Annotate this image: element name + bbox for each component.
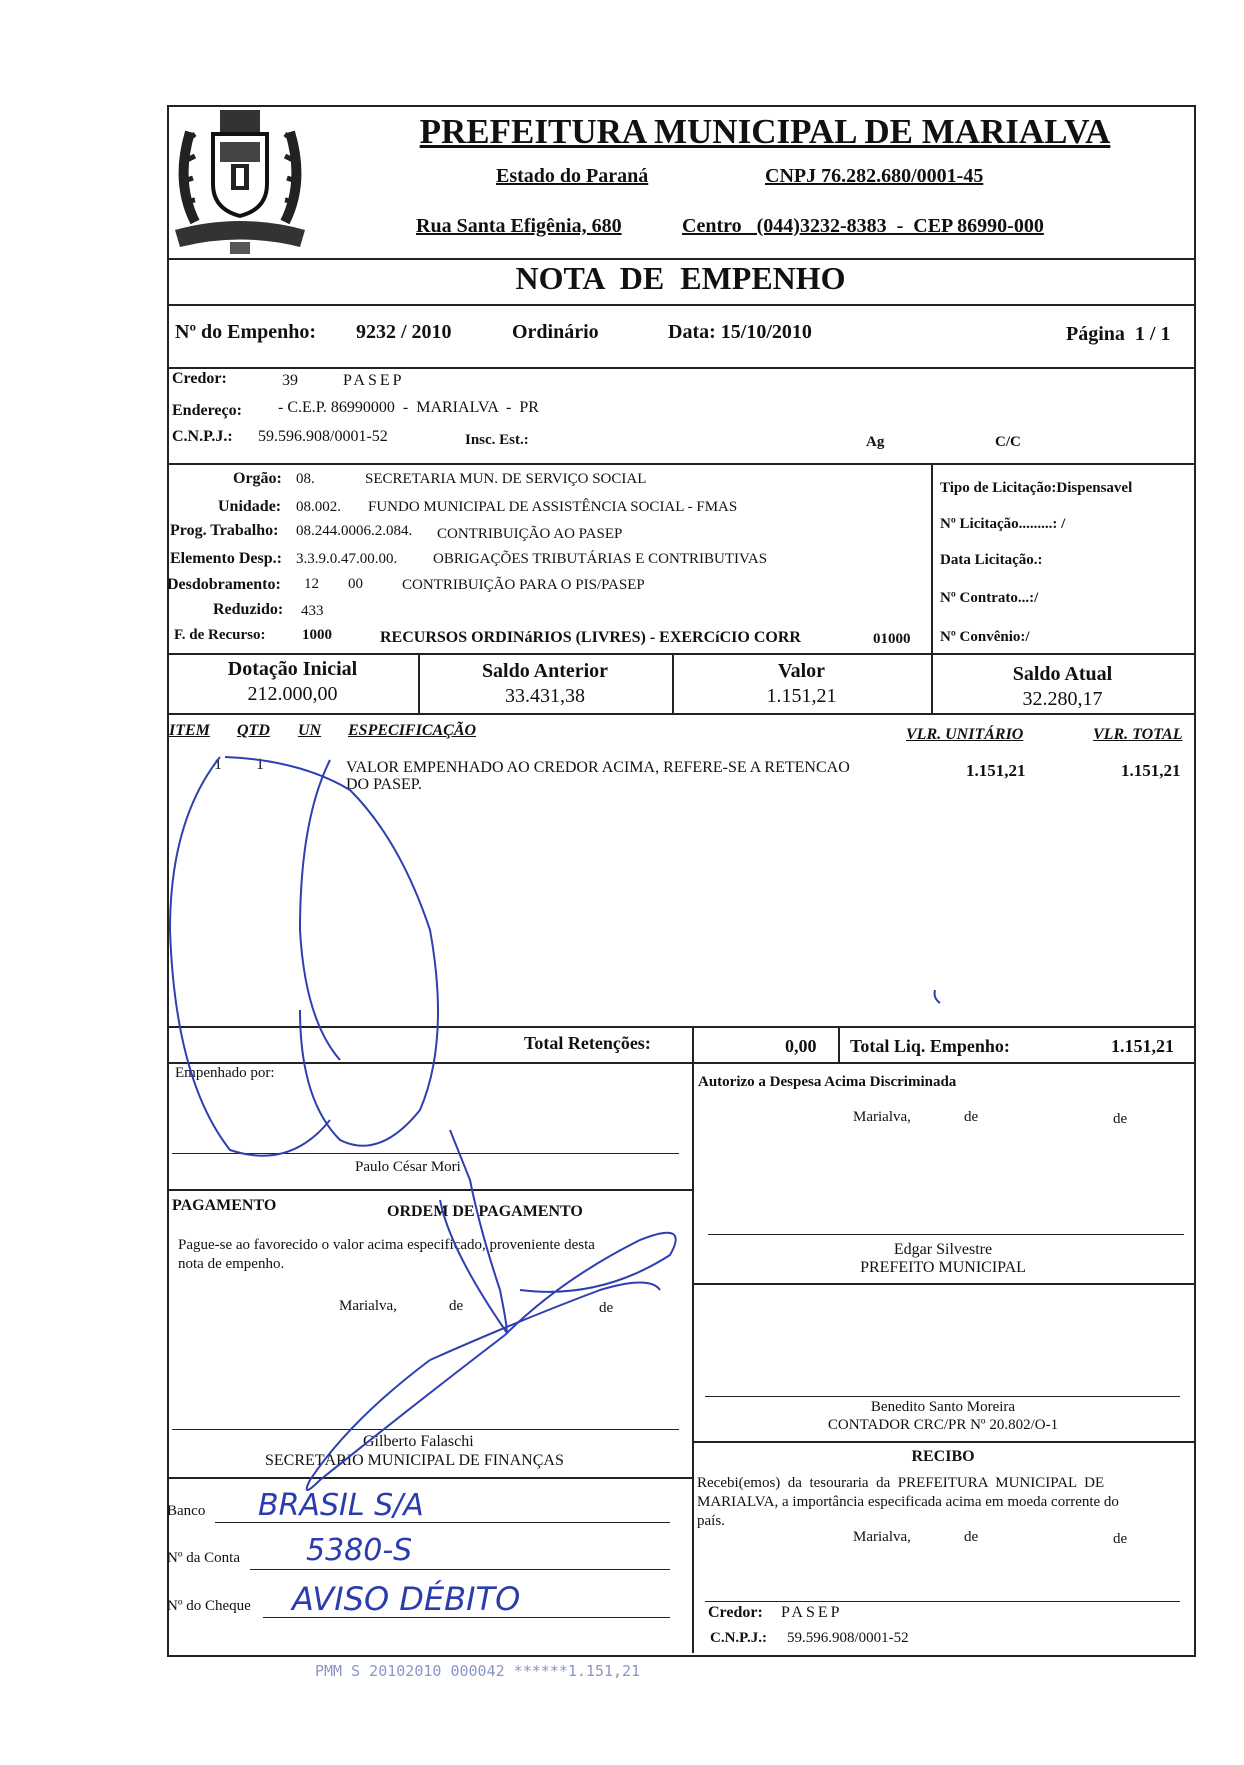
- credor-code: 39: [282, 372, 298, 389]
- col-item: ITEM: [169, 722, 210, 739]
- col-un: UN: [298, 722, 322, 739]
- header-cnpj: CNPJ 76.282.680/0001-45: [765, 165, 984, 187]
- total-liquido-label: Total Liq. Empenho:: [850, 1036, 1010, 1056]
- pagamento-de2: de: [599, 1300, 614, 1316]
- item-total: 1.151,21: [1121, 761, 1181, 780]
- saldo-atual-label: Saldo Atual: [1012, 663, 1113, 685]
- recibo-credor-label: Credor:: [708, 1604, 763, 1621]
- saldo-anterior-label: Saldo Anterior: [481, 660, 609, 682]
- item-qty: 1: [256, 756, 264, 773]
- empenhado-name: Paulo César Mori: [355, 1159, 461, 1175]
- empenhado-label: Empenhado por:: [175, 1065, 275, 1081]
- desd-label: Desdobramento:: [167, 576, 281, 593]
- autorizo-de2: de: [1113, 1111, 1128, 1127]
- col-unit-price: VLR. UNITÁRIO: [906, 726, 1024, 743]
- credor-label: Credor:: [172, 370, 227, 387]
- col-total: VLR. TOTAL: [1093, 726, 1183, 743]
- desd-code2: 00: [348, 576, 363, 592]
- header-title: PREFEITURA MUNICIPAL DE MARIALVA: [419, 112, 1111, 151]
- prog-code: 08.244.0006.2.084.: [296, 523, 413, 539]
- header-street: Rua Santa Efigênia, 680: [416, 215, 622, 237]
- unidade-label: Unidade:: [218, 498, 282, 515]
- unidade-code: 08.002.: [296, 499, 341, 515]
- banco-label: Banco: [167, 1503, 206, 1519]
- recurso-label: F. de Recurso:: [174, 627, 266, 643]
- header-state: Estado do Paraná: [496, 165, 649, 187]
- reduzido-code: 433: [301, 603, 324, 619]
- endereco-value: - C.E.P. 86990000 - MARIALVA - PR: [278, 399, 539, 416]
- document-title: NOTA DE EMPENHO: [515, 260, 846, 296]
- recibo-text-line2: MARIALVA, a importância especificada acima em moeda corrente do: [697, 1494, 1119, 1510]
- elem-code: 3.3.9.0.47.00.00.: [296, 551, 398, 567]
- recibo-de1: de: [964, 1529, 979, 1545]
- desd-code1: 12: [304, 576, 319, 592]
- unidade-desc: FUNDO MUNICIPAL DE ASSISTÊNCIA SOCIAL - FMAS: [368, 499, 738, 515]
- valor-value: 1.151,21: [766, 685, 837, 707]
- recibo-cnpj-label: C.N.P.J.:: [710, 1630, 767, 1646]
- item-unit-price: 1.151,21: [966, 761, 1026, 780]
- cheque-label: Nº do Cheque: [167, 1598, 251, 1614]
- prefeito-name: Edgar Silvestre: [893, 1241, 993, 1258]
- ordem-pagamento-title: ORDEM DE PAGAMENTO: [387, 1203, 583, 1220]
- contador-role: CONTADOR CRC/PR Nº 20.802/O-1: [827, 1417, 1059, 1433]
- recibo-de2: de: [1113, 1531, 1128, 1547]
- orgao-code: 08.: [296, 471, 315, 487]
- dotacao-value: 212.000,00: [247, 683, 338, 705]
- col-qtd: QTD: [237, 722, 270, 739]
- total-retencoes-value: 0,00: [785, 1036, 817, 1056]
- item-spec-line1: VALOR EMPENHADO AO CREDOR ACIMA, REFERE-SE A RETENCAO: [346, 759, 850, 776]
- orgao-desc: SECRETARIA MUN. DE SERVIÇO SOCIAL: [365, 471, 647, 487]
- cnpj-label: C.N.P.J.:: [172, 428, 233, 445]
- recibo-cnpj-value: 59.596.908/0001-52: [787, 1630, 909, 1646]
- empenho-label: Nº do Empenho:: [175, 321, 317, 343]
- recibo-title: RECIBO: [911, 1448, 975, 1465]
- pagamento-text-line2: nota de empenho.: [178, 1256, 285, 1272]
- recurso-number: 01000: [873, 631, 911, 647]
- empenho-type: Ordinário: [512, 321, 599, 343]
- item-number: 1: [214, 756, 222, 773]
- desd-desc: CONTRIBUIÇÃO PARA O PIS/PASEP: [402, 577, 645, 593]
- contrato-number: Nº Contrato...:/: [940, 590, 1039, 606]
- conta-handwritten-value: 5380-S: [306, 1533, 413, 1568]
- autorizo-place: Marialva,: [853, 1109, 911, 1125]
- reduzido-label: Reduzido:: [213, 601, 284, 618]
- orgao-label: Orgão:: [233, 470, 282, 487]
- endereco-label: Endereço:: [172, 402, 242, 419]
- contador-name: Benedito Santo Moreira: [870, 1399, 1016, 1415]
- footer-stamp: PMM S 20102010 000042 ******1.151,21: [315, 1662, 641, 1680]
- col-spec: ESPECIFICAÇÃO: [348, 722, 477, 739]
- total-retencoes-label: Total Retenções:: [524, 1033, 651, 1053]
- empenho-number: 9232 / 2010: [356, 321, 452, 343]
- elem-label: Elemento Desp.:: [170, 550, 282, 567]
- saldo-atual-value: 32.280,17: [1022, 688, 1103, 710]
- ag-label: Ag: [866, 434, 885, 450]
- item-spec-line2: DO PASEP.: [346, 776, 422, 793]
- cheque-handwritten-value: AVISO DÉBITO: [292, 1580, 521, 1618]
- recibo-credor-name: PASEP: [781, 1604, 843, 1621]
- recurso-code: 1000: [302, 627, 332, 643]
- page-number: Página 1 / 1: [1066, 323, 1171, 345]
- conta-label: Nº da Conta: [167, 1550, 240, 1566]
- recibo-place: Marialva,: [853, 1529, 911, 1545]
- empenho-date: Data: 15/10/2010: [668, 321, 812, 343]
- pagamento-de1: de: [449, 1298, 464, 1314]
- convenio-number: Nº Convênio:/: [940, 629, 1030, 645]
- elem-desc: OBRIGAÇÕES TRIBUTÁRIAS E CONTRIBUTIVAS: [433, 551, 768, 567]
- header-contact: Centro (044)3232-8383 - CEP 86990-000: [682, 215, 1044, 237]
- banco-handwritten-value: BRASIL S/A: [258, 1488, 424, 1523]
- credor-cnpj-value: 59.596.908/0001-52: [258, 428, 388, 445]
- total-liquido-value: 1.151,21: [1111, 1036, 1174, 1056]
- autorizo-title: Autorizo a Despesa Acima Discriminada: [698, 1074, 957, 1090]
- recurso-desc: RECURSOS ORDINáRIOS (LIVRES) - EXERCíCIO CORR: [380, 629, 801, 646]
- licitacao-type: Tipo de Licitação:Dispensavel: [940, 480, 1133, 496]
- licitacao-number: Nº Licitação.........: /: [940, 516, 1066, 532]
- secretario-role: SECRETÁRIO MUNICIPAL DE FINANÇAS: [265, 1452, 564, 1469]
- recibo-text-line1: Recebi(emos) da tesouraria da PREFEITURA MUNICIPAL DE: [697, 1475, 1105, 1491]
- pagamento-place: Marialva,: [339, 1298, 397, 1314]
- prog-label: Prog. Trabalho:: [170, 522, 279, 539]
- autorizo-de1: de: [964, 1109, 979, 1125]
- recibo-text-line3: país.: [697, 1513, 725, 1529]
- prefeito-role: PREFEITO MUNICIPAL: [860, 1259, 1026, 1276]
- pagamento-text-line1: Pague-se ao favorecido o valor acima especificado, proveniente desta: [178, 1237, 595, 1253]
- licitacao-date: Data Licitação.:: [940, 552, 1043, 568]
- saldo-anterior-value: 33.431,38: [505, 685, 585, 707]
- pagamento-title: PAGAMENTO: [172, 1197, 277, 1214]
- credor-name: PASEP: [343, 372, 405, 389]
- secretario-name: Gilberto Falaschi: [363, 1433, 474, 1450]
- prog-desc: CONTRIBUIÇÃO AO PASEP: [437, 526, 623, 542]
- cc-label: C/C: [995, 434, 1021, 450]
- insc-label: Insc. Est.:: [465, 432, 529, 448]
- valor-label: Valor: [777, 660, 826, 682]
- dotacao-label: Dotação Inicial: [227, 658, 358, 680]
